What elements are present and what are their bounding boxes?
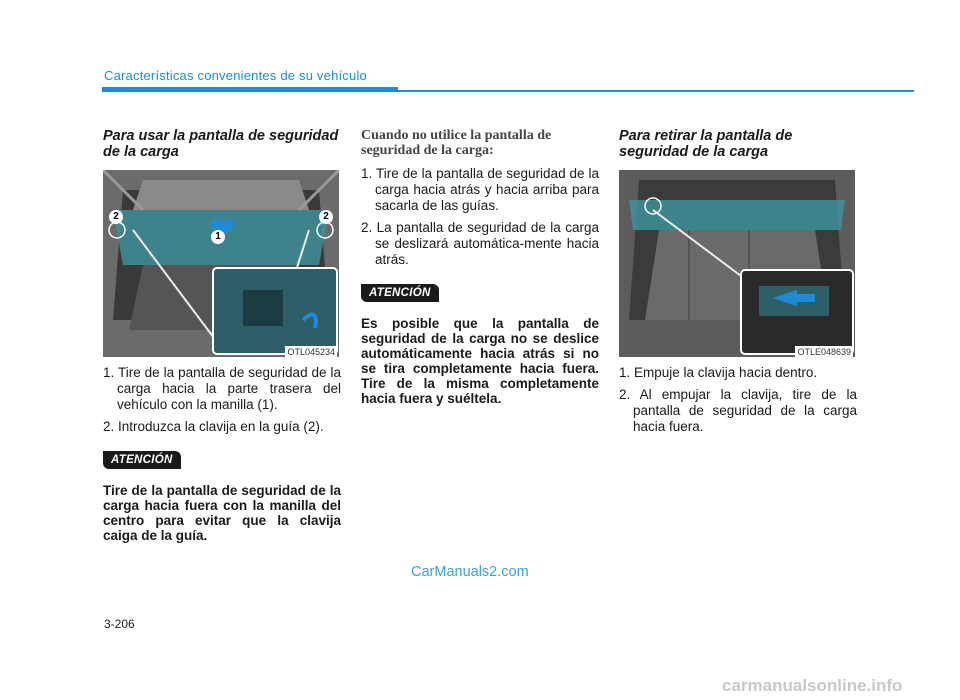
step-item: 1. Tire de la pantalla de seguridad de la carga hacia atrás y hacia arriba para sacarla de las guías. (361, 166, 599, 213)
attention-text: Es posible que la pantalla de seguridad de la carga no se deslice automáticamente hacia atrás si no se tira completamente hacia fuera. Tire de la misma completamente hacia fuera y suéltela. (361, 316, 599, 406)
header-bar-thick (102, 87, 398, 92)
column-use-screen (103, 128, 341, 543)
step-item: 1. Tire de la pantalla de seguridad de la carga hacia la parte trasera del vehículo con la manilla (1). (103, 365, 341, 412)
attention-text: Tire de la pantalla de seguridad de la carga hacia fuera con la manilla del centro para evitar que la clavija caiga de la guía. (103, 483, 341, 543)
step-item: 2. Introduzca la clavija en la guía (2). (103, 419, 324, 434)
header-bar-thin (398, 90, 914, 92)
header-title: Características convenientes de su vehículo (104, 68, 367, 83)
column-remove-screen (619, 128, 857, 441)
watermark-link[interactable]: CarManuals2.com (411, 564, 529, 580)
column-not-in-use (361, 128, 599, 406)
attention-badge: ATENCIÓN (103, 451, 181, 469)
steps-list (103, 365, 341, 435)
section-heading: Para usar la pantalla de seguridad de la carga (103, 128, 339, 160)
steps-list (361, 166, 599, 268)
callout-1: 1 (211, 230, 225, 244)
callout-2-right: 2 (319, 210, 333, 224)
photo-code: OTL045234 (287, 347, 335, 357)
page-number: 3-206 (104, 617, 135, 631)
steps-list (619, 365, 857, 435)
step-item: 1. Empuje la clavija hacia dentro. (619, 365, 818, 380)
callout-2-left: 2 (109, 210, 123, 224)
section-heading: Cuando no utilice la pantalla de seguridad de la carga: (361, 128, 552, 158)
cargo-screen-photo-1 (103, 170, 339, 357)
photo-code: OTLE048639 (797, 347, 851, 357)
attention-badge: ATENCIÓN (361, 284, 439, 302)
cargo-screen-photo-2 (619, 170, 855, 357)
footer-watermark-link[interactable]: carmanualsonline.info (722, 676, 903, 695)
section-heading: Para retirar la pantalla de seguridad de la carga (619, 128, 793, 160)
step-item: 2. La pantalla de seguridad de la carga se deslizará automática-mente hacia atrás. (361, 220, 599, 267)
step-item: 2. Al empujar la clavija, tire de la pantalla de seguridad de la carga hacia fuera. (619, 387, 857, 434)
